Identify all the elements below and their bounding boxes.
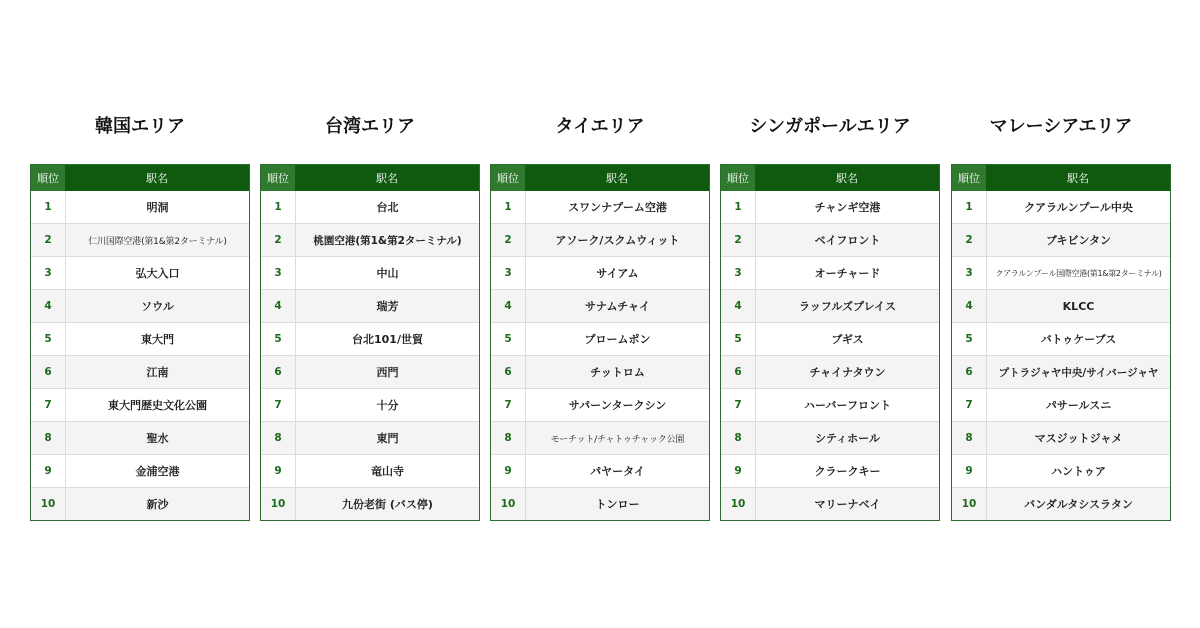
rank-cell: 3 xyxy=(31,257,66,289)
rank-cell: 1 xyxy=(721,191,756,223)
station-cell: 西門 xyxy=(376,366,399,379)
rank-cell: 1 xyxy=(261,191,296,223)
station-cell: アソーク/スクムウィット xyxy=(555,234,680,247)
station-cell: ブギス xyxy=(831,333,864,346)
station-cell: チャイナタウン xyxy=(809,366,886,379)
table-row xyxy=(721,388,939,421)
station-cell: KLCC xyxy=(1062,299,1095,313)
table-row xyxy=(491,421,709,454)
station-cell: マスジットジャメ xyxy=(1034,432,1123,445)
rank-cell: 8 xyxy=(721,422,756,454)
station-cell: マリーナベイ xyxy=(814,498,881,511)
rank-cell: 5 xyxy=(31,323,66,355)
rank-cell: 1 xyxy=(491,191,526,223)
ranking-table xyxy=(30,164,250,521)
area-title: マレーシアエリア xyxy=(989,116,1133,137)
station-cell: チットロム xyxy=(590,366,645,379)
table-row xyxy=(952,223,1170,256)
table-row xyxy=(491,355,709,388)
ranking-table xyxy=(260,164,480,521)
station-cell: ブキビンタン xyxy=(1045,234,1112,247)
table-row xyxy=(491,322,709,355)
station-cell: 東大門歴史文化公園 xyxy=(108,399,207,412)
station-cell: 竜山寺 xyxy=(371,465,404,478)
area-malaysia xyxy=(951,112,1171,511)
table-row xyxy=(952,454,1170,487)
header-rank: 順位 xyxy=(721,165,755,191)
ranking-table xyxy=(951,164,1171,521)
station-cell: バンダルタシスラタン xyxy=(1024,498,1133,511)
rank-cell: 7 xyxy=(952,389,987,421)
rank-cell: 4 xyxy=(491,290,526,322)
station-cell: プトラジャヤ中央/サイバージャヤ xyxy=(998,366,1159,379)
table-row xyxy=(491,191,709,223)
area-singapore xyxy=(720,112,940,511)
rank-cell: 5 xyxy=(952,323,987,355)
rank-cell: 2 xyxy=(261,224,296,256)
table-row xyxy=(721,454,939,487)
table-row xyxy=(721,355,939,388)
rank-cell: 6 xyxy=(261,356,296,388)
rank-cell: 3 xyxy=(491,257,526,289)
header-station: 駅名 xyxy=(376,172,398,185)
rank-cell: 10 xyxy=(721,488,756,520)
station-cell: トンロー xyxy=(595,498,640,511)
rank-cell: 8 xyxy=(952,422,987,454)
rank-cell: 4 xyxy=(952,290,987,322)
rank-cell: 7 xyxy=(491,389,526,421)
rank-cell: 10 xyxy=(261,488,296,520)
station-cell: 新沙 xyxy=(146,498,169,511)
rank-cell: 9 xyxy=(721,455,756,487)
rank-cell: 2 xyxy=(952,224,987,256)
table-row xyxy=(491,454,709,487)
table-row xyxy=(721,487,939,520)
table-row xyxy=(952,256,1170,289)
station-cell: 東門 xyxy=(376,432,399,445)
header-rank: 順位 xyxy=(31,165,65,191)
rank-cell: 2 xyxy=(721,224,756,256)
table-row xyxy=(721,289,939,322)
table-row xyxy=(31,289,249,322)
table-row xyxy=(721,322,939,355)
station-cell: 仁川国際空港(第1&第2ターミナル) xyxy=(88,236,227,247)
table-row xyxy=(721,421,939,454)
station-cell: ハントゥア xyxy=(1051,465,1106,478)
table-row xyxy=(31,421,249,454)
station-cell: 江南 xyxy=(146,366,169,379)
station-cell: ソウル xyxy=(141,300,174,313)
station-cell: 金浦空港 xyxy=(135,465,180,478)
rank-cell: 10 xyxy=(31,488,66,520)
station-cell: サパーンタークシン xyxy=(568,399,667,412)
header-station: 駅名 xyxy=(836,172,858,185)
rank-cell: 5 xyxy=(721,323,756,355)
table-row xyxy=(491,256,709,289)
rank-cell: 8 xyxy=(31,422,66,454)
rank-cell: 9 xyxy=(491,455,526,487)
table-row xyxy=(952,487,1170,520)
rank-cell: 3 xyxy=(721,257,756,289)
rank-cell: 6 xyxy=(952,356,987,388)
station-cell: クアラルンプール国際空港(第1&第2ターミナル) xyxy=(995,268,1162,278)
rank-cell: 2 xyxy=(31,224,66,256)
rank-cell: 4 xyxy=(721,290,756,322)
station-cell: サイアム xyxy=(596,267,639,280)
table-header xyxy=(261,165,479,191)
ranking-table xyxy=(490,164,710,521)
station-cell: シティホール xyxy=(815,432,880,445)
station-cell: モーチット/チャトゥチャック公園 xyxy=(550,434,685,445)
rank-cell: 6 xyxy=(491,356,526,388)
station-cell: ハーバーフロント xyxy=(804,399,891,412)
table-row xyxy=(491,388,709,421)
station-cell: クアラルンプール中央 xyxy=(1024,201,1133,214)
station-cell: サナムチャイ xyxy=(585,300,650,313)
table-row xyxy=(721,223,939,256)
rank-cell: 3 xyxy=(261,257,296,289)
station-cell: 弘大入口 xyxy=(135,267,180,280)
rank-cell: 8 xyxy=(491,422,526,454)
table-row xyxy=(952,322,1170,355)
station-cell: 明洞 xyxy=(146,201,169,214)
station-cell: 瑞芳 xyxy=(376,300,399,313)
station-cell: クラークキー xyxy=(814,465,881,478)
station-cell: ラッフルズプレイス xyxy=(799,300,896,313)
rank-cell: 9 xyxy=(261,455,296,487)
station-cell: プロームポン xyxy=(584,333,651,346)
table-row xyxy=(952,421,1170,454)
station-cell: 台北101/世貿 xyxy=(352,333,423,346)
rank-cell: 5 xyxy=(261,323,296,355)
table-row xyxy=(491,289,709,322)
header-rank: 順位 xyxy=(491,165,525,191)
area-title: シンガポールエリア xyxy=(749,116,911,137)
table-row xyxy=(31,454,249,487)
rank-cell: 6 xyxy=(31,356,66,388)
rank-cell: 7 xyxy=(261,389,296,421)
table-row xyxy=(31,223,249,256)
table-row xyxy=(721,256,939,289)
table-row xyxy=(261,256,479,289)
rank-cell: 7 xyxy=(31,389,66,421)
rank-cell: 1 xyxy=(952,191,987,223)
rank-cell: 2 xyxy=(491,224,526,256)
ranking-table xyxy=(720,164,940,521)
table-row xyxy=(31,487,249,520)
station-cell: 中山 xyxy=(376,267,399,280)
rank-cell: 1 xyxy=(31,191,66,223)
table-row xyxy=(721,191,939,223)
rank-cell: 9 xyxy=(952,455,987,487)
rank-cell: 3 xyxy=(952,257,987,289)
station-cell: バトゥケーブス xyxy=(1040,333,1117,346)
station-cell: 十分 xyxy=(376,399,399,412)
header-station: 駅名 xyxy=(1067,172,1089,185)
table-header xyxy=(952,165,1170,191)
table-row xyxy=(491,223,709,256)
station-cell: ベイフロント xyxy=(814,234,881,247)
station-cell: 東大門 xyxy=(141,333,174,346)
rank-cell: 6 xyxy=(721,356,756,388)
table-row xyxy=(952,388,1170,421)
area-title: 台湾エリア xyxy=(325,116,415,137)
table-row xyxy=(31,322,249,355)
table-row xyxy=(261,487,479,520)
station-cell: スワンナプーム空港 xyxy=(568,201,667,214)
table-header xyxy=(721,165,939,191)
header-station: 駅名 xyxy=(606,172,628,185)
table-row xyxy=(261,289,479,322)
header-rank: 順位 xyxy=(261,165,295,191)
table-row xyxy=(261,223,479,256)
table-row xyxy=(952,355,1170,388)
table-row xyxy=(261,355,479,388)
table-row xyxy=(261,421,479,454)
rank-cell: 7 xyxy=(721,389,756,421)
table-row xyxy=(31,256,249,289)
station-cell: 聖水 xyxy=(146,432,169,445)
rank-cell: 8 xyxy=(261,422,296,454)
area-korea xyxy=(30,112,250,511)
table-header xyxy=(491,165,709,191)
station-cell: パサールスニ xyxy=(1045,399,1112,412)
rank-cell: 10 xyxy=(491,488,526,520)
area-title: 韓国エリア xyxy=(95,116,185,137)
rank-cell: 9 xyxy=(31,455,66,487)
rank-cell: 5 xyxy=(491,323,526,355)
table-row xyxy=(31,191,249,223)
table-row xyxy=(261,191,479,223)
station-cell: オーチャード xyxy=(814,267,881,280)
station-cell: 九份老街 (バス停) xyxy=(342,498,433,511)
table-row xyxy=(261,322,479,355)
table-header xyxy=(31,165,249,191)
station-cell: パヤータイ xyxy=(590,465,645,478)
area-taiwan xyxy=(260,112,480,511)
header-station: 駅名 xyxy=(146,172,168,185)
table-row xyxy=(491,487,709,520)
header-rank: 順位 xyxy=(952,165,986,191)
table-row xyxy=(261,454,479,487)
table-row xyxy=(31,388,249,421)
table-row xyxy=(952,289,1170,322)
station-cell: 台北 xyxy=(376,201,399,214)
area-thailand xyxy=(490,112,710,511)
table-row xyxy=(261,388,479,421)
table-row xyxy=(952,191,1170,223)
station-cell: 桃園空港(第1&第2ターミナル) xyxy=(313,234,462,247)
station-cell: チャンギ空港 xyxy=(814,201,881,214)
table-row xyxy=(31,355,249,388)
rank-cell: 4 xyxy=(261,290,296,322)
rank-cell: 10 xyxy=(952,488,987,520)
rank-cell: 4 xyxy=(31,290,66,322)
area-title: タイエリア xyxy=(555,116,645,137)
